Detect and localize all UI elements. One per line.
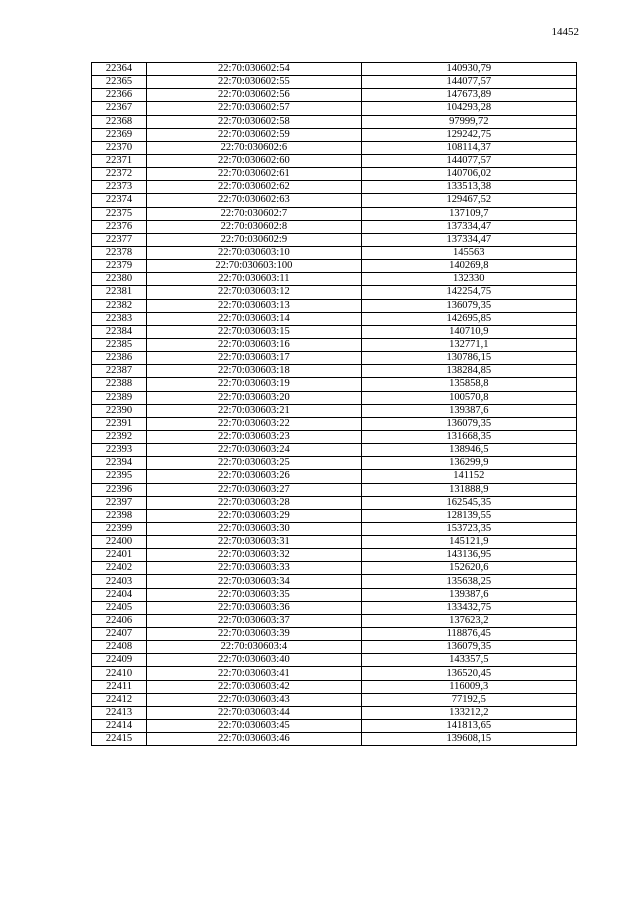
- cadastral-number-cell: 22:70:030603:19: [147, 378, 361, 391]
- table-row: [92, 404, 577, 417]
- value-cell: 131668,35: [361, 430, 576, 443]
- row-number-cell: 22371: [92, 154, 147, 167]
- cadastral-number-cell: 22:70:030603:4: [147, 641, 361, 654]
- row-number-cell: 22387: [92, 365, 147, 378]
- value-cell: 135858,8: [361, 378, 576, 391]
- table-row: [92, 667, 577, 680]
- row-number-cell: 22381: [92, 286, 147, 299]
- table-row: [92, 496, 577, 509]
- cadastral-number-cell: 22:70:030602:61: [147, 168, 361, 181]
- cadastral-number-cell: 22:70:030603:44: [147, 706, 361, 719]
- table-row: [92, 141, 577, 154]
- row-number-cell: 22373: [92, 181, 147, 194]
- cadastral-number-cell: 22:70:030602:58: [147, 115, 361, 128]
- table-row: [92, 457, 577, 470]
- cadastral-number-cell: 22:70:030603:17: [147, 352, 361, 365]
- value-cell: 136079,35: [361, 417, 576, 430]
- value-cell: 131888,9: [361, 483, 576, 496]
- cadastral-number-cell: 22:70:030603:36: [147, 601, 361, 614]
- table-row: [92, 430, 577, 443]
- row-number-cell: 22414: [92, 720, 147, 733]
- cadastral-number-cell: 22:70:030602:63: [147, 194, 361, 207]
- value-cell: 140930,79: [361, 63, 576, 76]
- cadastral-number-cell: 22:70:030602:56: [147, 89, 361, 102]
- cadastral-number-cell: 22:70:030603:29: [147, 509, 361, 522]
- row-number-cell: 22386: [92, 352, 147, 365]
- value-cell: 118876,45: [361, 628, 576, 641]
- cadastral-number-cell: 22:70:030603:16: [147, 338, 361, 351]
- row-number-cell: 22406: [92, 614, 147, 627]
- table-row: [92, 378, 577, 391]
- value-cell: 147673,89: [361, 89, 576, 102]
- cadastral-number-cell: 22:70:030603:27: [147, 483, 361, 496]
- page-number: 14452: [551, 26, 579, 38]
- cadastral-number-cell: 22:70:030603:22: [147, 417, 361, 430]
- row-number-cell: 22383: [92, 312, 147, 325]
- row-number-cell: 22368: [92, 115, 147, 128]
- row-number-cell: 22374: [92, 194, 147, 207]
- row-number-cell: 22384: [92, 325, 147, 338]
- value-cell: 139608,15: [361, 733, 576, 746]
- value-cell: 152620,6: [361, 562, 576, 575]
- value-cell: 138284,85: [361, 365, 576, 378]
- cadastral-number-cell: 22:70:030602:55: [147, 76, 361, 89]
- table-row: [92, 115, 577, 128]
- value-cell: 137334,47: [361, 220, 576, 233]
- table-row: [92, 207, 577, 220]
- value-cell: 142695,85: [361, 312, 576, 325]
- cadastral-number-cell: 22:70:030603:13: [147, 299, 361, 312]
- row-number-cell: 22404: [92, 588, 147, 601]
- table-row: [92, 628, 577, 641]
- value-cell: 153723,35: [361, 522, 576, 535]
- row-number-cell: 22365: [92, 76, 147, 89]
- cadastral-number-cell: 22:70:030603:14: [147, 312, 361, 325]
- table-row: [92, 470, 577, 483]
- table-row: [92, 338, 577, 351]
- row-number-cell: 22370: [92, 141, 147, 154]
- table-row: [92, 128, 577, 141]
- cadastral-number-cell: 22:70:030602:57: [147, 102, 361, 115]
- value-cell: 108114,37: [361, 141, 576, 154]
- row-number-cell: 22376: [92, 220, 147, 233]
- row-number-cell: 22413: [92, 706, 147, 719]
- cadastral-number-cell: 22:70:030602:62: [147, 181, 361, 194]
- cadastral-value-table: [91, 62, 577, 746]
- row-number-cell: 22390: [92, 404, 147, 417]
- row-number-cell: 22409: [92, 654, 147, 667]
- cadastral-number-cell: 22:70:030603:43: [147, 693, 361, 706]
- table-row: [92, 706, 577, 719]
- row-number-cell: 22397: [92, 496, 147, 509]
- value-cell: 143357,5: [361, 654, 576, 667]
- row-number-cell: 22391: [92, 417, 147, 430]
- value-cell: 136299,9: [361, 457, 576, 470]
- cadastral-number-cell: 22:70:030603:32: [147, 549, 361, 562]
- value-cell: 141152: [361, 470, 576, 483]
- value-cell: 138946,5: [361, 444, 576, 457]
- value-cell: 136079,35: [361, 641, 576, 654]
- row-number-cell: 22382: [92, 299, 147, 312]
- row-number-cell: 22364: [92, 63, 147, 76]
- table-row: [92, 588, 577, 601]
- cadastral-number-cell: 22:70:030603:31: [147, 536, 361, 549]
- value-cell: 133212,2: [361, 706, 576, 719]
- value-cell: 140706,02: [361, 168, 576, 181]
- row-number-cell: 22405: [92, 601, 147, 614]
- row-number-cell: 22380: [92, 273, 147, 286]
- cadastral-number-cell: 22:70:030603:42: [147, 680, 361, 693]
- table-row: [92, 194, 577, 207]
- row-number-cell: 22389: [92, 391, 147, 404]
- row-number-cell: 22388: [92, 378, 147, 391]
- row-number-cell: 22385: [92, 338, 147, 351]
- table-row: [92, 154, 577, 167]
- table-row: [92, 63, 577, 76]
- value-cell: 136079,35: [361, 299, 576, 312]
- row-number-cell: 22396: [92, 483, 147, 496]
- value-cell: 137334,47: [361, 233, 576, 246]
- table-row: [92, 76, 577, 89]
- cadastral-number-cell: 22:70:030603:10: [147, 246, 361, 259]
- table-row: [92, 522, 577, 535]
- table-row: [92, 286, 577, 299]
- table-row: [92, 391, 577, 404]
- value-cell: 128139,55: [361, 509, 576, 522]
- cadastral-number-cell: 22:70:030603:40: [147, 654, 361, 667]
- table-row: [92, 365, 577, 378]
- table-row: [92, 417, 577, 430]
- value-cell: 104293,28: [361, 102, 576, 115]
- table-row: [92, 260, 577, 273]
- value-cell: 137109,7: [361, 207, 576, 220]
- table-row: [92, 483, 577, 496]
- value-cell: 132771,1: [361, 338, 576, 351]
- value-cell: 140269,8: [361, 260, 576, 273]
- row-number-cell: 22375: [92, 207, 147, 220]
- row-number-cell: 22369: [92, 128, 147, 141]
- value-cell: 144077,57: [361, 154, 576, 167]
- table-row: [92, 89, 577, 102]
- table-row: [92, 562, 577, 575]
- cadastral-number-cell: 22:70:030602:8: [147, 220, 361, 233]
- cadastral-number-cell: 22:70:030603:30: [147, 522, 361, 535]
- row-number-cell: 22372: [92, 168, 147, 181]
- row-number-cell: 22379: [92, 260, 147, 273]
- value-cell: 136520,45: [361, 667, 576, 680]
- table-row: [92, 168, 577, 181]
- value-cell: 129467,52: [361, 194, 576, 207]
- value-cell: 145563: [361, 246, 576, 259]
- value-cell: 142254,75: [361, 286, 576, 299]
- table-row: [92, 641, 577, 654]
- table-row: [92, 654, 577, 667]
- cadastral-number-cell: 22:70:030603:39: [147, 628, 361, 641]
- value-cell: 129242,75: [361, 128, 576, 141]
- row-number-cell: 22367: [92, 102, 147, 115]
- table-row: [92, 352, 577, 365]
- row-number-cell: 22415: [92, 733, 147, 746]
- cadastral-number-cell: 22:70:030603:46: [147, 733, 361, 746]
- value-cell: 132330: [361, 273, 576, 286]
- value-cell: 77192,5: [361, 693, 576, 706]
- cadastral-number-cell: 22:70:030603:11: [147, 273, 361, 286]
- cadastral-number-cell: 22:70:030603:25: [147, 457, 361, 470]
- cadastral-number-cell: 22:70:030602:7: [147, 207, 361, 220]
- table-row: [92, 299, 577, 312]
- value-cell: 97999,72: [361, 115, 576, 128]
- value-cell: 145121,9: [361, 536, 576, 549]
- value-cell: 116009,3: [361, 680, 576, 693]
- table-row: [92, 720, 577, 733]
- table-row: [92, 233, 577, 246]
- row-number-cell: 22393: [92, 444, 147, 457]
- table-body: [92, 63, 577, 746]
- row-number-cell: 22402: [92, 562, 147, 575]
- table-row: [92, 181, 577, 194]
- table-row: [92, 273, 577, 286]
- cadastral-number-cell: 22:70:030603:45: [147, 720, 361, 733]
- cadastral-number-cell: 22:70:030603:35: [147, 588, 361, 601]
- table-row: [92, 312, 577, 325]
- cadastral-number-cell: 22:70:030602:54: [147, 63, 361, 76]
- row-number-cell: 22408: [92, 641, 147, 654]
- row-number-cell: 22410: [92, 667, 147, 680]
- table-row: [92, 680, 577, 693]
- value-cell: 100570,8: [361, 391, 576, 404]
- row-number-cell: 22400: [92, 536, 147, 549]
- cadastral-number-cell: 22:70:030602:6: [147, 141, 361, 154]
- value-cell: 139387,6: [361, 404, 576, 417]
- value-cell: 140710,9: [361, 325, 576, 338]
- table-row: [92, 575, 577, 588]
- value-cell: 162545,35: [361, 496, 576, 509]
- value-cell: 133432,75: [361, 601, 576, 614]
- cadastral-number-cell: 22:70:030603:37: [147, 614, 361, 627]
- cadastral-number-cell: 22:70:030603:34: [147, 575, 361, 588]
- cadastral-number-cell: 22:70:030603:15: [147, 325, 361, 338]
- value-cell: 139387,6: [361, 588, 576, 601]
- table-row: [92, 509, 577, 522]
- value-cell: 133513,38: [361, 181, 576, 194]
- row-number-cell: 22401: [92, 549, 147, 562]
- table-row: [92, 601, 577, 614]
- cadastral-number-cell: 22:70:030603:21: [147, 404, 361, 417]
- cadastral-number-cell: 22:70:030603:26: [147, 470, 361, 483]
- cadastral-number-cell: 22:70:030603:18: [147, 365, 361, 378]
- cadastral-number-cell: 22:70:030602:59: [147, 128, 361, 141]
- value-cell: 135638,25: [361, 575, 576, 588]
- row-number-cell: 22377: [92, 233, 147, 246]
- table-row: [92, 536, 577, 549]
- cadastral-number-cell: 22:70:030603:100: [147, 260, 361, 273]
- cadastral-number-cell: 22:70:030603:24: [147, 444, 361, 457]
- value-cell: 137623,2: [361, 614, 576, 627]
- table-row: [92, 614, 577, 627]
- cadastral-number-cell: 22:70:030603:28: [147, 496, 361, 509]
- cadastral-number-cell: 22:70:030603:33: [147, 562, 361, 575]
- row-number-cell: 22411: [92, 680, 147, 693]
- cadastral-number-cell: 22:70:030603:23: [147, 430, 361, 443]
- row-number-cell: 22399: [92, 522, 147, 535]
- row-number-cell: 22394: [92, 457, 147, 470]
- value-cell: 141813,65: [361, 720, 576, 733]
- table-row: [92, 444, 577, 457]
- value-cell: 144077,57: [361, 76, 576, 89]
- cadastral-number-cell: 22:70:030602:9: [147, 233, 361, 246]
- cadastral-number-cell: 22:70:030603:41: [147, 667, 361, 680]
- row-number-cell: 22412: [92, 693, 147, 706]
- row-number-cell: 22392: [92, 430, 147, 443]
- row-number-cell: 22395: [92, 470, 147, 483]
- row-number-cell: 22398: [92, 509, 147, 522]
- table-row: [92, 549, 577, 562]
- table-row: [92, 220, 577, 233]
- table-row: [92, 325, 577, 338]
- table-row: [92, 246, 577, 259]
- table-row: [92, 693, 577, 706]
- value-cell: 143136,95: [361, 549, 576, 562]
- row-number-cell: 22366: [92, 89, 147, 102]
- table-row: [92, 733, 577, 746]
- cadastral-number-cell: 22:70:030603:12: [147, 286, 361, 299]
- row-number-cell: 22403: [92, 575, 147, 588]
- cadastral-number-cell: 22:70:030602:60: [147, 154, 361, 167]
- table-row: [92, 102, 577, 115]
- cadastral-number-cell: 22:70:030603:20: [147, 391, 361, 404]
- row-number-cell: 22378: [92, 246, 147, 259]
- value-cell: 130786,15: [361, 352, 576, 365]
- row-number-cell: 22407: [92, 628, 147, 641]
